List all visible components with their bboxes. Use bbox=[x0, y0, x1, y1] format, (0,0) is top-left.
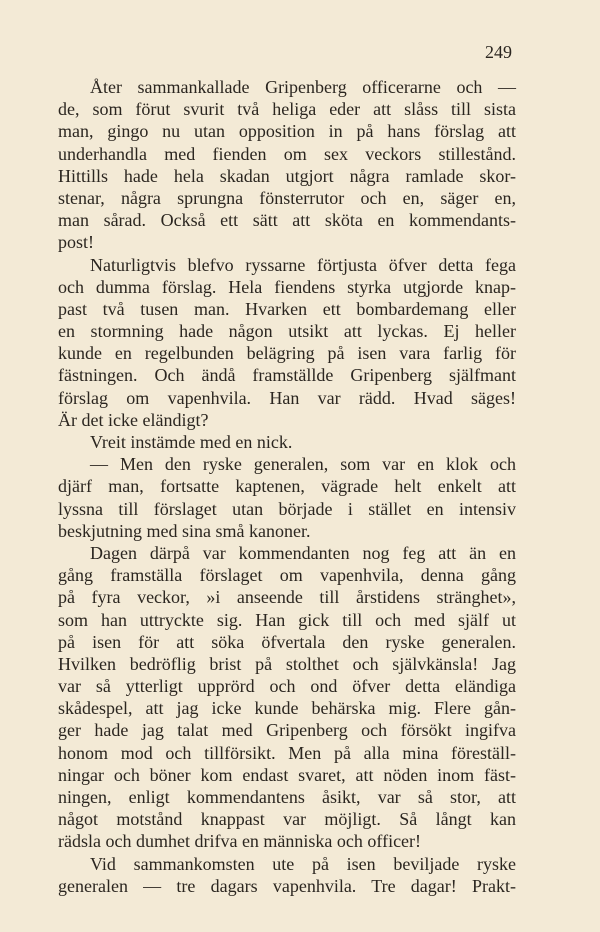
text-line: generalen — tre dagars vapenhvila. Tre dagar! Prakt- bbox=[58, 875, 516, 896]
text-line: stenar, några sprungna fönsterrutor och en, säger en, bbox=[58, 187, 516, 208]
text-line: Är det icke eländigt? bbox=[58, 409, 209, 430]
text-line: de, som förut svurit två heliga eder att slåss till sista bbox=[58, 99, 516, 120]
text-line: lyssna till förslaget utan började i stället en intensiv bbox=[58, 498, 516, 519]
text-line: förslag om vapenhvila. Han var rädd. Hvad säges! bbox=[58, 387, 516, 408]
text-line: man, gingo nu utan opposition in på hans förslag att bbox=[58, 121, 516, 142]
text-line: honom mod och tillförsikt. Men på alla mina föreställ- bbox=[58, 742, 516, 763]
text-line: skådespel, att jag icke kunde behärska mig. Flere gån- bbox=[58, 698, 516, 719]
text-line: Vid sammankomsten ute på isen beviljade ryske bbox=[90, 853, 516, 874]
text-line: på fyra veckor, »i anseende till årstidens stränghet», bbox=[58, 587, 516, 608]
text-line: djärf man, fortsatte kaptenen, vägrade helt enkelt att bbox=[58, 476, 516, 497]
text-line: rädsla och dumhet drifva en människa och officer! bbox=[58, 831, 422, 852]
text-line: något motstånd knappast var möjligt. Så långt kan bbox=[58, 809, 516, 830]
text-line: past två tusen man. Hvarken ett bombardemang eller bbox=[58, 298, 516, 319]
text-line: — Men den ryske generalen, som var en klok och bbox=[90, 454, 516, 475]
text-line: ger hade jag talat med Gripenberg och försökt ingifva bbox=[58, 720, 516, 741]
text-line: fästningen. Och ändå framställde Gripenberg själfmant bbox=[58, 365, 516, 386]
text-line: beskjutning med sina små kanoner. bbox=[58, 520, 311, 541]
body-text bbox=[58, 76, 516, 897]
text-line: en stormning hade någon utsikt att lyckas. Ej heller bbox=[58, 321, 516, 342]
text-line: underhandla med fienden om sex veckors stillestånd. bbox=[58, 143, 516, 164]
text-line: Hittills hade hela skadan utgjort några ramlade skor- bbox=[58, 165, 516, 186]
text-line: var så ytterligt upprörd och ond öfver detta eländiga bbox=[58, 676, 516, 697]
text-line: som han uttryckte sig. Han gick till och med själf ut bbox=[58, 609, 516, 630]
text-line: ningar och böner kom endast svaret, att nöden inom fäst- bbox=[58, 764, 516, 785]
text-line: Vreit instämde med en nick. bbox=[90, 432, 293, 452]
text-line: Dagen därpå var kommendanten nog feg att än en bbox=[90, 542, 516, 563]
text-line: och dumma förslag. Hela fiendens styrka utgjorde knap- bbox=[58, 276, 516, 297]
text-line: kunde en regelbunden belägring på isen vara farlig för bbox=[58, 343, 516, 364]
text-line: ningen, enligt kommendantens åsikt, var så stor, att bbox=[58, 787, 516, 807]
text-line: gång framställa förslaget om vapenhvila, denna gång bbox=[58, 565, 516, 586]
text-line: Åter sammankallade Gripenberg officerarne och — bbox=[90, 77, 516, 97]
text-line: Naturligtvis blefvo ryssarne förtjusta öfver detta fega bbox=[90, 254, 516, 275]
text-line: post! bbox=[58, 232, 94, 253]
text-line: Hvilken bedröflig brist på stolthet och självkänsla! Jag bbox=[58, 653, 516, 674]
page-number: 249 bbox=[485, 42, 512, 62]
text-line: på isen för att söka öfvertala den ryske generalen. bbox=[58, 631, 516, 652]
text-line: man sårad. Också ett sätt att sköta en kommendants- bbox=[58, 210, 516, 231]
